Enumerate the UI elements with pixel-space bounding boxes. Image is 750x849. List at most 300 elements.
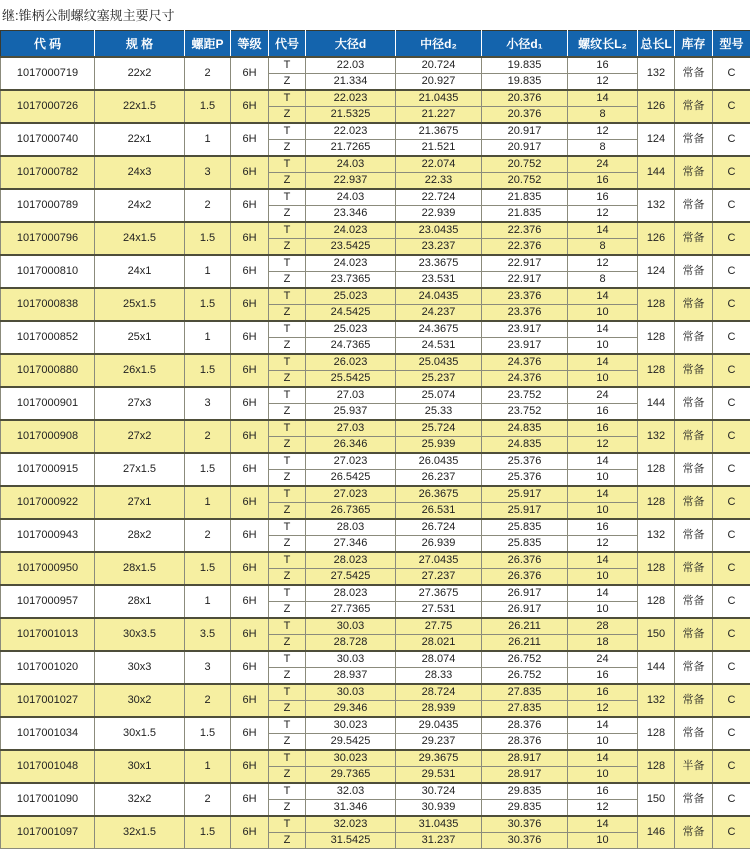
pitch-cell: 3 (185, 387, 231, 420)
symbol-z-cell: Z (269, 470, 306, 487)
thread-length-t-cell: 14 (568, 717, 638, 734)
grade-cell: 6H (231, 354, 269, 387)
symbol-z-cell: Z (269, 569, 306, 586)
pitch-dia-t-cell: 28.724 (396, 684, 482, 701)
table-row (1, 156, 750, 173)
pitch-dia-t-cell: 21.0435 (396, 90, 482, 107)
spec-cell: 26x1.5 (95, 354, 185, 387)
major-dia-t-cell: 22.023 (306, 90, 396, 107)
model-cell: C (713, 354, 750, 387)
header-total-length: 总长L (638, 31, 675, 58)
thread-length-t-cell: 12 (568, 255, 638, 272)
model-cell: C (713, 156, 750, 189)
symbol-z-cell: Z (269, 734, 306, 751)
minor-dia-z-cell: 22.376 (482, 239, 568, 256)
symbol-t-cell: T (269, 189, 306, 206)
pitch-dia-z-cell: 21.227 (396, 107, 482, 124)
code-cell: 1017000880 (1, 354, 95, 387)
pitch-dia-z-cell: 25.939 (396, 437, 482, 454)
pitch-dia-t-cell: 26.3675 (396, 486, 482, 503)
pitch-cell: 1.5 (185, 717, 231, 750)
major-dia-t-cell: 27.03 (306, 387, 396, 404)
thread-length-t-cell: 24 (568, 387, 638, 404)
stock-cell: 常备 (675, 453, 713, 486)
thread-length-z-cell: 10 (568, 338, 638, 355)
major-dia-z-cell: 27.7365 (306, 602, 396, 619)
spec-cell: 27x3 (95, 387, 185, 420)
spec-cell: 24x1.5 (95, 222, 185, 255)
thread-length-z-cell: 12 (568, 536, 638, 553)
header-spec: 规 格 (95, 31, 185, 58)
major-dia-z-cell: 31.346 (306, 800, 396, 817)
symbol-t-cell: T (269, 618, 306, 635)
grade-cell: 6H (231, 156, 269, 189)
pitch-dia-t-cell: 31.0435 (396, 816, 482, 833)
major-dia-t-cell: 32.03 (306, 783, 396, 800)
total-length-cell: 132 (638, 57, 675, 90)
code-cell: 1017000810 (1, 255, 95, 288)
model-cell: C (713, 816, 750, 849)
table-row (1, 123, 750, 140)
pitch-cell: 1.5 (185, 222, 231, 255)
table-row (1, 189, 750, 206)
model-cell: C (713, 717, 750, 750)
minor-dia-t-cell: 23.752 (482, 387, 568, 404)
major-dia-z-cell: 26.5425 (306, 470, 396, 487)
total-length-cell: 128 (638, 354, 675, 387)
thread-length-z-cell: 12 (568, 701, 638, 718)
major-dia-t-cell: 22.023 (306, 123, 396, 140)
total-length-cell: 128 (638, 453, 675, 486)
pitch-dia-t-cell: 22.074 (396, 156, 482, 173)
header-symbol: 代号 (269, 31, 306, 58)
total-length-cell: 144 (638, 156, 675, 189)
stock-cell: 常备 (675, 651, 713, 684)
minor-dia-z-cell: 23.752 (482, 404, 568, 421)
table-row (1, 585, 750, 602)
header-thread-length: 螺纹长L₂ (568, 31, 638, 58)
minor-dia-z-cell: 27.835 (482, 701, 568, 718)
code-cell: 1017000782 (1, 156, 95, 189)
stock-cell: 常备 (675, 57, 713, 90)
spec-table (0, 30, 750, 849)
total-length-cell: 128 (638, 321, 675, 354)
stock-cell: 常备 (675, 816, 713, 849)
code-cell: 1017001034 (1, 717, 95, 750)
pitch-cell: 2 (185, 420, 231, 453)
minor-dia-t-cell: 29.835 (482, 783, 568, 800)
pitch-dia-t-cell: 27.3675 (396, 585, 482, 602)
pitch-dia-t-cell: 27.0435 (396, 552, 482, 569)
total-length-cell: 128 (638, 585, 675, 618)
thread-length-z-cell: 8 (568, 239, 638, 256)
spec-cell: 28x2 (95, 519, 185, 552)
page-title: 继:锥柄公制螺纹塞规主要尺寸 (0, 0, 750, 30)
pitch-dia-z-cell: 22.939 (396, 206, 482, 223)
pitch-cell: 1 (185, 585, 231, 618)
stock-cell: 常备 (675, 585, 713, 618)
minor-dia-z-cell: 28.917 (482, 767, 568, 784)
minor-dia-t-cell: 26.752 (482, 651, 568, 668)
grade-cell: 6H (231, 552, 269, 585)
thread-length-t-cell: 14 (568, 486, 638, 503)
symbol-z-cell: Z (269, 503, 306, 520)
code-cell: 1017001090 (1, 783, 95, 816)
pitch-dia-z-cell: 31.237 (396, 833, 482, 849)
minor-dia-t-cell: 28.376 (482, 717, 568, 734)
major-dia-z-cell: 23.7365 (306, 272, 396, 289)
minor-dia-z-cell: 25.917 (482, 503, 568, 520)
thread-length-t-cell: 24 (568, 156, 638, 173)
symbol-t-cell: T (269, 750, 306, 767)
grade-cell: 6H (231, 321, 269, 354)
header-model: 型号 (713, 31, 750, 58)
pitch-dia-z-cell: 21.521 (396, 140, 482, 157)
minor-dia-t-cell: 30.376 (482, 816, 568, 833)
thread-length-t-cell: 14 (568, 222, 638, 239)
header-code: 代 码 (1, 31, 95, 58)
pitch-cell: 2 (185, 783, 231, 816)
spec-cell: 24x2 (95, 189, 185, 222)
pitch-dia-z-cell: 27.237 (396, 569, 482, 586)
major-dia-z-cell: 29.346 (306, 701, 396, 718)
symbol-z-cell: Z (269, 833, 306, 849)
total-length-cell: 144 (638, 387, 675, 420)
thread-length-z-cell: 10 (568, 503, 638, 520)
header-major-dia: 大径d (306, 31, 396, 58)
minor-dia-t-cell: 21.835 (482, 189, 568, 206)
spec-cell: 27x1 (95, 486, 185, 519)
minor-dia-z-cell: 30.376 (482, 833, 568, 849)
major-dia-z-cell: 26.7365 (306, 503, 396, 520)
thread-length-t-cell: 16 (568, 684, 638, 701)
grade-cell: 6H (231, 288, 269, 321)
pitch-cell: 1.5 (185, 288, 231, 321)
major-dia-z-cell: 31.5425 (306, 833, 396, 849)
code-cell: 1017000908 (1, 420, 95, 453)
stock-cell: 常备 (675, 222, 713, 255)
model-cell: C (713, 90, 750, 123)
minor-dia-t-cell: 27.835 (482, 684, 568, 701)
grade-cell: 6H (231, 189, 269, 222)
pitch-cell: 3 (185, 651, 231, 684)
header-row (1, 31, 750, 58)
grade-cell: 6H (231, 387, 269, 420)
symbol-t-cell: T (269, 222, 306, 239)
thread-length-z-cell: 10 (568, 767, 638, 784)
pitch-dia-t-cell: 29.0435 (396, 717, 482, 734)
stock-cell: 常备 (675, 90, 713, 123)
spec-cell: 27x1.5 (95, 453, 185, 486)
pitch-dia-t-cell: 22.724 (396, 189, 482, 206)
total-length-cell: 146 (638, 816, 675, 849)
symbol-t-cell: T (269, 816, 306, 833)
symbol-z-cell: Z (269, 74, 306, 91)
thread-length-z-cell: 8 (568, 272, 638, 289)
pitch-dia-z-cell: 20.927 (396, 74, 482, 91)
code-cell: 1017000740 (1, 123, 95, 156)
minor-dia-z-cell: 26.211 (482, 635, 568, 652)
spec-cell: 28x1 (95, 585, 185, 618)
table-row (1, 420, 750, 437)
symbol-t-cell: T (269, 57, 306, 74)
minor-dia-z-cell: 23.376 (482, 305, 568, 322)
symbol-t-cell: T (269, 156, 306, 173)
code-cell: 1017001048 (1, 750, 95, 783)
spec-cell: 30x1 (95, 750, 185, 783)
table-row (1, 453, 750, 470)
total-length-cell: 132 (638, 519, 675, 552)
pitch-dia-t-cell: 30.724 (396, 783, 482, 800)
symbol-z-cell: Z (269, 767, 306, 784)
thread-length-t-cell: 14 (568, 750, 638, 767)
header-stock: 库存 (675, 31, 713, 58)
total-length-cell: 124 (638, 123, 675, 156)
total-length-cell: 128 (638, 486, 675, 519)
minor-dia-z-cell: 26.917 (482, 602, 568, 619)
code-cell: 1017001097 (1, 816, 95, 849)
thread-length-z-cell: 8 (568, 140, 638, 157)
total-length-cell: 132 (638, 189, 675, 222)
header-minor-dia: 小径d₁ (482, 31, 568, 58)
pitch-dia-t-cell: 23.3675 (396, 255, 482, 272)
major-dia-z-cell: 29.5425 (306, 734, 396, 751)
pitch-dia-z-cell: 29.531 (396, 767, 482, 784)
grade-cell: 6H (231, 90, 269, 123)
model-cell: C (713, 585, 750, 618)
thread-length-t-cell: 14 (568, 354, 638, 371)
minor-dia-z-cell: 26.376 (482, 569, 568, 586)
pitch-dia-z-cell: 26.531 (396, 503, 482, 520)
major-dia-t-cell: 24.023 (306, 222, 396, 239)
grade-cell: 6H (231, 651, 269, 684)
major-dia-z-cell: 25.5425 (306, 371, 396, 388)
spec-cell: 30x2 (95, 684, 185, 717)
major-dia-t-cell: 30.03 (306, 651, 396, 668)
minor-dia-t-cell: 23.917 (482, 321, 568, 338)
minor-dia-t-cell: 20.917 (482, 123, 568, 140)
symbol-z-cell: Z (269, 140, 306, 157)
grade-cell: 6H (231, 519, 269, 552)
pitch-cell: 2 (185, 684, 231, 717)
major-dia-t-cell: 30.03 (306, 684, 396, 701)
stock-cell: 常备 (675, 123, 713, 156)
thread-length-t-cell: 16 (568, 519, 638, 536)
pitch-dia-z-cell: 28.021 (396, 635, 482, 652)
code-cell: 1017000789 (1, 189, 95, 222)
thread-length-z-cell: 10 (568, 833, 638, 849)
minor-dia-z-cell: 19.835 (482, 74, 568, 91)
model-cell: C (713, 519, 750, 552)
stock-cell: 常备 (675, 420, 713, 453)
grade-cell: 6H (231, 750, 269, 783)
pitch-dia-z-cell: 22.33 (396, 173, 482, 190)
minor-dia-t-cell: 19.835 (482, 57, 568, 74)
pitch-cell: 2 (185, 189, 231, 222)
spec-cell: 25x1 (95, 321, 185, 354)
major-dia-z-cell: 24.5425 (306, 305, 396, 322)
spec-cell: 30x3 (95, 651, 185, 684)
major-dia-z-cell: 29.7365 (306, 767, 396, 784)
stock-cell: 常备 (675, 783, 713, 816)
grade-cell: 6H (231, 123, 269, 156)
thread-length-z-cell: 10 (568, 470, 638, 487)
major-dia-t-cell: 32.023 (306, 816, 396, 833)
major-dia-z-cell: 25.937 (306, 404, 396, 421)
pitch-dia-t-cell: 20.724 (396, 57, 482, 74)
minor-dia-z-cell: 25.376 (482, 470, 568, 487)
code-cell: 1017001020 (1, 651, 95, 684)
total-length-cell: 128 (638, 552, 675, 585)
table-row (1, 783, 750, 800)
pitch-dia-z-cell: 26.939 (396, 536, 482, 553)
header-pitch-dia: 中径d₂ (396, 31, 482, 58)
minor-dia-z-cell: 22.917 (482, 272, 568, 289)
thread-length-z-cell: 12 (568, 437, 638, 454)
grade-cell: 6H (231, 816, 269, 849)
code-cell: 1017001013 (1, 618, 95, 651)
thread-length-t-cell: 16 (568, 189, 638, 206)
header-pitch: 螺距P (185, 31, 231, 58)
grade-cell: 6H (231, 453, 269, 486)
minor-dia-z-cell: 29.835 (482, 800, 568, 817)
minor-dia-z-cell: 28.376 (482, 734, 568, 751)
symbol-t-cell: T (269, 453, 306, 470)
grade-cell: 6H (231, 783, 269, 816)
symbol-t-cell: T (269, 321, 306, 338)
minor-dia-t-cell: 25.835 (482, 519, 568, 536)
thread-length-z-cell: 10 (568, 734, 638, 751)
minor-dia-t-cell: 22.376 (482, 222, 568, 239)
major-dia-t-cell: 27.023 (306, 453, 396, 470)
spec-cell: 22x1.5 (95, 90, 185, 123)
major-dia-z-cell: 27.346 (306, 536, 396, 553)
table-row (1, 90, 750, 107)
model-cell: C (713, 123, 750, 156)
model-cell: C (713, 420, 750, 453)
pitch-cell: 1.5 (185, 354, 231, 387)
table-row (1, 750, 750, 767)
symbol-t-cell: T (269, 354, 306, 371)
pitch-dia-z-cell: 24.531 (396, 338, 482, 355)
pitch-dia-z-cell: 25.237 (396, 371, 482, 388)
stock-cell: 常备 (675, 552, 713, 585)
symbol-z-cell: Z (269, 305, 306, 322)
total-length-cell: 150 (638, 783, 675, 816)
pitch-cell: 1.5 (185, 552, 231, 585)
total-length-cell: 144 (638, 651, 675, 684)
pitch-dia-t-cell: 25.724 (396, 420, 482, 437)
model-cell: C (713, 783, 750, 816)
major-dia-t-cell: 28.023 (306, 552, 396, 569)
table-row (1, 618, 750, 635)
stock-cell: 常备 (675, 618, 713, 651)
pitch-cell: 1 (185, 750, 231, 783)
spec-cell: 22x2 (95, 57, 185, 90)
grade-cell: 6H (231, 486, 269, 519)
minor-dia-z-cell: 25.835 (482, 536, 568, 553)
total-length-cell: 132 (638, 684, 675, 717)
symbol-t-cell: T (269, 123, 306, 140)
minor-dia-t-cell: 26.917 (482, 585, 568, 602)
pitch-cell: 1.5 (185, 453, 231, 486)
symbol-t-cell: T (269, 255, 306, 272)
pitch-dia-t-cell: 24.3675 (396, 321, 482, 338)
major-dia-z-cell: 21.334 (306, 74, 396, 91)
thread-length-z-cell: 16 (568, 404, 638, 421)
grade-cell: 6H (231, 618, 269, 651)
pitch-cell: 1 (185, 321, 231, 354)
code-cell: 1017000957 (1, 585, 95, 618)
table-row (1, 354, 750, 371)
major-dia-t-cell: 22.03 (306, 57, 396, 74)
symbol-z-cell: Z (269, 107, 306, 124)
minor-dia-t-cell: 20.376 (482, 90, 568, 107)
pitch-cell: 1.5 (185, 816, 231, 849)
thread-length-z-cell: 12 (568, 800, 638, 817)
table-row (1, 57, 750, 74)
major-dia-t-cell: 24.03 (306, 156, 396, 173)
thread-length-t-cell: 24 (568, 651, 638, 668)
spec-cell: 30x3.5 (95, 618, 185, 651)
thread-length-z-cell: 10 (568, 602, 638, 619)
symbol-z-cell: Z (269, 173, 306, 190)
minor-dia-z-cell: 26.752 (482, 668, 568, 685)
minor-dia-t-cell: 22.917 (482, 255, 568, 272)
model-cell: C (713, 651, 750, 684)
major-dia-t-cell: 30.023 (306, 717, 396, 734)
major-dia-z-cell: 21.7265 (306, 140, 396, 157)
thread-length-z-cell: 10 (568, 569, 638, 586)
table-row (1, 321, 750, 338)
pitch-dia-t-cell: 29.3675 (396, 750, 482, 767)
major-dia-z-cell: 26.346 (306, 437, 396, 454)
major-dia-t-cell: 28.03 (306, 519, 396, 536)
code-cell: 1017000796 (1, 222, 95, 255)
spec-cell: 28x1.5 (95, 552, 185, 585)
code-cell: 1017000726 (1, 90, 95, 123)
code-cell: 1017000915 (1, 453, 95, 486)
model-cell: C (713, 453, 750, 486)
table-row (1, 255, 750, 272)
model-cell: C (713, 255, 750, 288)
minor-dia-t-cell: 24.835 (482, 420, 568, 437)
major-dia-t-cell: 25.023 (306, 288, 396, 305)
table-row (1, 486, 750, 503)
stock-cell: 常备 (675, 189, 713, 222)
table-row (1, 717, 750, 734)
thread-length-z-cell: 16 (568, 173, 638, 190)
table-header (1, 31, 750, 58)
thread-length-t-cell: 14 (568, 288, 638, 305)
thread-length-t-cell: 16 (568, 420, 638, 437)
symbol-z-cell: Z (269, 206, 306, 223)
table-row (1, 288, 750, 305)
pitch-dia-t-cell: 26.0435 (396, 453, 482, 470)
grade-cell: 6H (231, 57, 269, 90)
symbol-t-cell: T (269, 717, 306, 734)
model-cell: C (713, 750, 750, 783)
spec-cell: 32x1.5 (95, 816, 185, 849)
minor-dia-t-cell: 23.376 (482, 288, 568, 305)
grade-cell: 6H (231, 684, 269, 717)
symbol-z-cell: Z (269, 668, 306, 685)
total-length-cell: 126 (638, 90, 675, 123)
minor-dia-z-cell: 21.835 (482, 206, 568, 223)
spec-cell: 22x1 (95, 123, 185, 156)
total-length-cell: 124 (638, 255, 675, 288)
pitch-dia-t-cell: 25.0435 (396, 354, 482, 371)
